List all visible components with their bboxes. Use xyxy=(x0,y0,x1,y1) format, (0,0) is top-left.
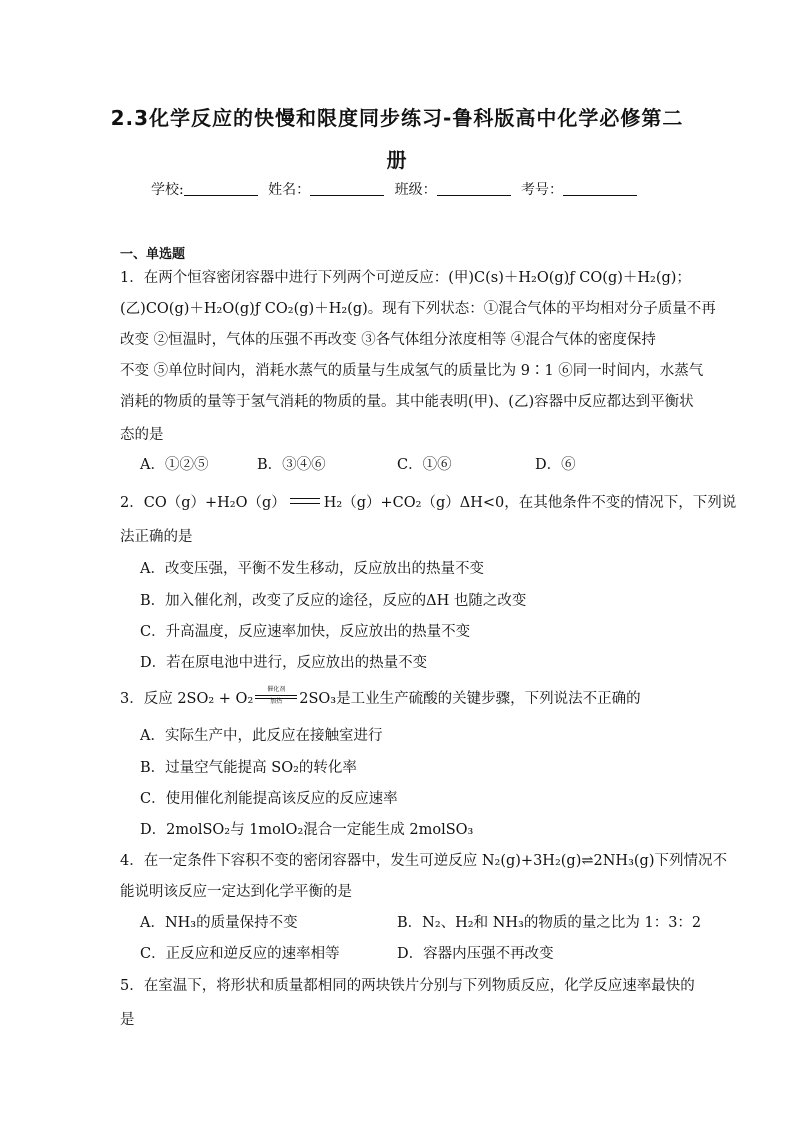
q2-option-a[interactable]: A．改变压强，平衡不发生移动，反应放出的热量不变 xyxy=(140,561,484,577)
q2-line-1 xyxy=(120,493,736,513)
q4-option-d[interactable]: D．容器内压强不再改变 xyxy=(397,946,554,962)
q1-option-a[interactable]: A．①②⑤ xyxy=(140,457,209,473)
q5-line-2: 是 xyxy=(120,1012,135,1028)
student-info-row xyxy=(100,180,694,200)
name-label: 姓名： xyxy=(268,182,311,198)
page-title-continued: 册 xyxy=(386,148,408,172)
q4-line-2: 能说明该反应一定达到化学平衡的是 xyxy=(120,884,352,900)
q5-line-1: 5．在室温下，将形状和质量都相同的两块铁片分别与下列物质反应，化学反应速率最快的 xyxy=(120,978,695,994)
number-blank[interactable] xyxy=(563,181,637,196)
q1-option-b[interactable]: B．③④⑥ xyxy=(257,457,326,473)
q3-option-a[interactable]: A．实际生产中，此反应在接触室进行 xyxy=(140,728,383,744)
section-heading: 一、单选题 xyxy=(120,247,186,262)
q4-line-1: 4．在一定条件下容积不变的密闭容器中，发生可逆反应 N₂(g)+3H₂(g)⇌2NH₃(g)下列情况不 xyxy=(120,853,727,869)
class-blank[interactable] xyxy=(437,181,511,196)
q3-option-d[interactable]: D．2molSO₂与 1molO₂混合一定能生成 2molSO₃ xyxy=(140,822,474,838)
q1-line-2: (乙)CO(g)＋H₂O(g)ƒ CO₂(g)＋H₂(g)。现有下列状态：①混合气体的平均相对分子质量不再 xyxy=(120,301,716,317)
q1-line-5: 消耗的物质的量等于氢气消耗的物质的量。其中能表明(甲)、(乙)容器中反应都达到平衡状 xyxy=(120,394,694,410)
q4-option-a[interactable]: A．NH₃的质量保持不变 xyxy=(140,915,298,931)
school-blank[interactable] xyxy=(184,181,258,196)
q2-stem-part-2: H₂（g）+CO₂（g）ΔH<0，在其他条件不变的情况下，下列说 xyxy=(323,495,737,511)
q3-line-1 xyxy=(120,686,641,709)
class-label: 班级： xyxy=(394,182,437,198)
q4-option-c[interactable]: C．正反应和逆反应的速率相等 xyxy=(140,946,340,962)
q1-line-1: 1．在两个恒容密闭容器中进行下列两个可逆反应：(甲)C(s)＋H₂O(g)ƒ CO(g)＋H₂(g)； xyxy=(120,270,691,286)
q2-option-b[interactable]: B．加入催化剂，改变了反应的途径，反应的ΔH 也随之改变 xyxy=(140,593,527,609)
school-label: 学校: xyxy=(150,182,184,198)
equilibrium-arrow-icon xyxy=(290,497,320,505)
q2-option-c[interactable]: C．升高温度，反应速率加快，反应放出的热量不变 xyxy=(140,624,471,640)
q3-stem-part-2: 2SO₃是工业生产硫酸的关键步骤，下列说法不正确的 xyxy=(299,691,641,707)
heat-label: 加热 xyxy=(270,698,283,705)
q2-option-d[interactable]: D．若在原电池中进行，反应放出的热量不变 xyxy=(140,655,428,671)
q3-option-b[interactable]: B．过量空气能提高 SO₂的转化率 xyxy=(140,760,357,776)
q2-stem-part-1: 2．CO（g）+H₂O（g） xyxy=(120,495,286,511)
q3-stem-part-1: 3．反应 2SO₂ + O₂ xyxy=(120,691,254,707)
q1-option-c[interactable]: C．①⑥ xyxy=(397,457,452,473)
catalyst-label: 催化剂 xyxy=(267,686,286,693)
q1-line-6: 态的是 xyxy=(120,427,164,443)
page-title: 2.3化学反应的快慢和限度同步练习-鲁科版高中化学必修第二 xyxy=(110,106,684,130)
q1-option-d[interactable]: D．⑥ xyxy=(535,457,576,473)
q4-option-b[interactable]: B．N₂、H₂和 NH₃的物质的量之比为 1：3：2 xyxy=(397,915,702,931)
name-blank[interactable] xyxy=(310,181,384,196)
q1-line-4: 不变 ⑤单位时间内，消耗水蒸气的质量与生成氢气的质量比为 9∶1 ⑥同一时间内，水蒸气 xyxy=(120,363,704,379)
q1-line-3: 改变 ②恒温时，气体的压强不再改变 ③各气体组分浓度相等 ④混合气体的密度保持 xyxy=(120,332,656,348)
number-label: 考号： xyxy=(521,182,564,198)
q3-option-c[interactable]: C．使用催化剂能提高该反应的反应速率 xyxy=(140,791,398,807)
catalyst-arrow-icon xyxy=(255,686,297,705)
q2-line-2: 法正确的是 xyxy=(120,529,193,545)
